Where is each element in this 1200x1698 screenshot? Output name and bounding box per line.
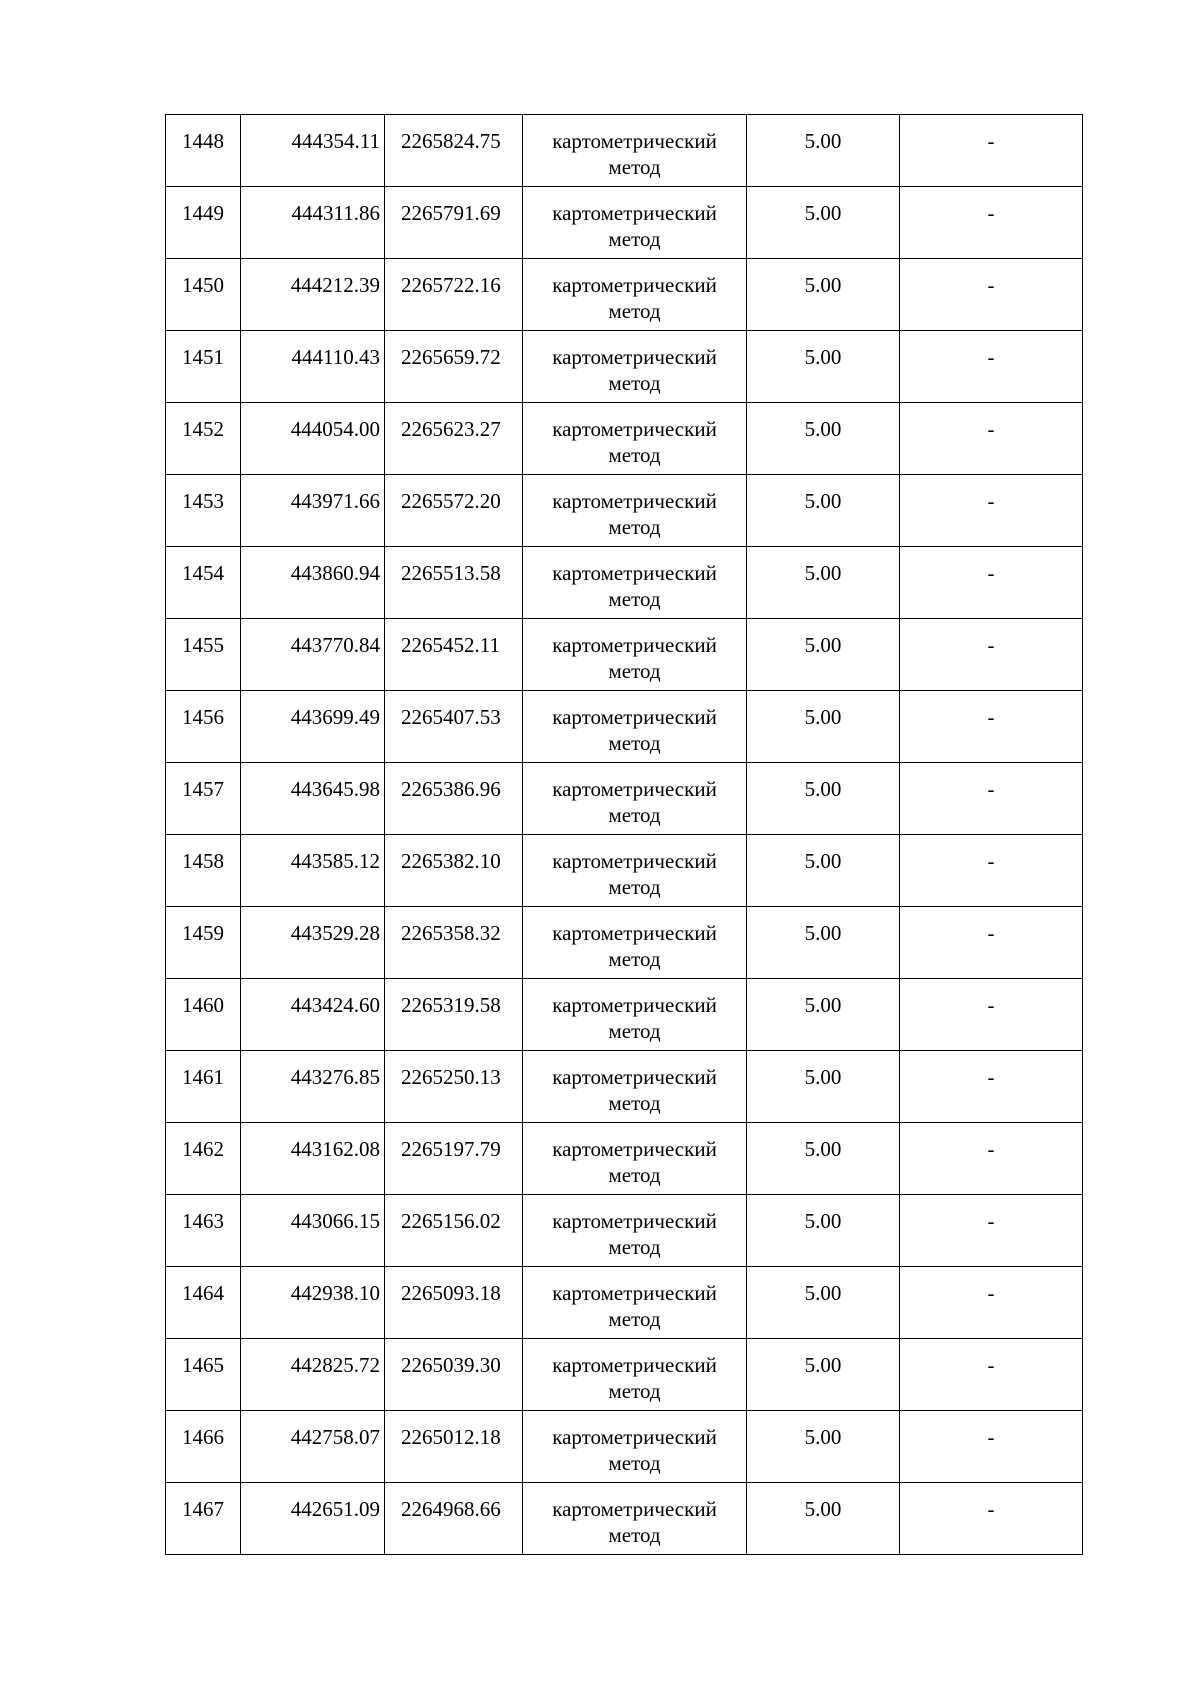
- x-coordinate-cell: 443529.28: [241, 907, 385, 979]
- method-text-line-2: метод: [608, 947, 661, 971]
- method-text-line-1: картометрический: [552, 273, 717, 297]
- method-text-line-2: метод: [608, 1019, 661, 1043]
- x-coordinate-cell: 442758.07: [241, 1411, 385, 1483]
- method-text-line-1: картометрический: [552, 993, 717, 1017]
- y-coordinate-cell: 2265824.75: [385, 115, 523, 187]
- method-text-line-2: метод: [608, 371, 661, 395]
- method-cell: [523, 1195, 747, 1267]
- accuracy-cell: 5.00: [747, 835, 900, 907]
- method-cell: [523, 691, 747, 763]
- coordinates-table-body: [166, 115, 1083, 1555]
- accuracy-cell: 5.00: [747, 1483, 900, 1555]
- method-cell: [523, 1051, 747, 1123]
- method-text-line-1: картометрический: [552, 129, 717, 153]
- method-text-line-1: картометрический: [552, 1281, 717, 1305]
- method-cell: [523, 547, 747, 619]
- method-text-line-2: метод: [608, 227, 661, 251]
- table-row: [166, 763, 1083, 835]
- method-text-line-2: метод: [608, 587, 661, 611]
- method-text-line-1: картометрический: [552, 1425, 717, 1449]
- table-row: [166, 691, 1083, 763]
- accuracy-cell: 5.00: [747, 259, 900, 331]
- description-cell: -: [900, 1483, 1083, 1555]
- table-row: [166, 907, 1083, 979]
- y-coordinate-cell: 2265452.11: [385, 619, 523, 691]
- method-text-line-1: картометрический: [552, 561, 717, 585]
- point-number-cell: 1449: [166, 187, 241, 259]
- method-cell: [523, 1267, 747, 1339]
- y-coordinate-cell: 2265386.96: [385, 763, 523, 835]
- y-coordinate-cell: 2265382.10: [385, 835, 523, 907]
- method-cell: [523, 1123, 747, 1195]
- table-row: [166, 331, 1083, 403]
- x-coordinate-cell: 442938.10: [241, 1267, 385, 1339]
- description-cell: -: [900, 1051, 1083, 1123]
- description-cell: -: [900, 835, 1083, 907]
- point-number-cell: 1465: [166, 1339, 241, 1411]
- y-coordinate-cell: 2265039.30: [385, 1339, 523, 1411]
- y-coordinate-cell: 2265407.53: [385, 691, 523, 763]
- description-cell: -: [900, 475, 1083, 547]
- accuracy-cell: 5.00: [747, 1339, 900, 1411]
- description-cell: -: [900, 1339, 1083, 1411]
- method-cell: [523, 331, 747, 403]
- table-row: [166, 547, 1083, 619]
- accuracy-cell: 5.00: [747, 475, 900, 547]
- description-cell: -: [900, 619, 1083, 691]
- method-text-line-1: картометрический: [552, 489, 717, 513]
- point-number-cell: 1456: [166, 691, 241, 763]
- method-text-line-2: метод: [608, 155, 661, 179]
- table-row: [166, 475, 1083, 547]
- method-text-line-2: метод: [608, 299, 661, 323]
- description-cell: -: [900, 691, 1083, 763]
- accuracy-cell: 5.00: [747, 187, 900, 259]
- point-number-cell: 1451: [166, 331, 241, 403]
- description-cell: -: [900, 1267, 1083, 1339]
- table-row: [166, 1339, 1083, 1411]
- accuracy-cell: 5.00: [747, 1267, 900, 1339]
- x-coordinate-cell: 444054.00: [241, 403, 385, 475]
- x-coordinate-cell: 444311.86: [241, 187, 385, 259]
- method-cell: [523, 475, 747, 547]
- method-cell: [523, 763, 747, 835]
- x-coordinate-cell: 444354.11: [241, 115, 385, 187]
- y-coordinate-cell: 2265722.16: [385, 259, 523, 331]
- method-text-line-2: метод: [608, 443, 661, 467]
- accuracy-cell: 5.00: [747, 979, 900, 1051]
- x-coordinate-cell: 443162.08: [241, 1123, 385, 1195]
- accuracy-cell: 5.00: [747, 331, 900, 403]
- x-coordinate-cell: 443276.85: [241, 1051, 385, 1123]
- x-coordinate-cell: 443645.98: [241, 763, 385, 835]
- point-number-cell: 1460: [166, 979, 241, 1051]
- point-number-cell: 1458: [166, 835, 241, 907]
- y-coordinate-cell: 2265197.79: [385, 1123, 523, 1195]
- method-text-line-1: картометрический: [552, 345, 717, 369]
- y-coordinate-cell: 2265093.18: [385, 1267, 523, 1339]
- x-coordinate-cell: 442651.09: [241, 1483, 385, 1555]
- method-cell: [523, 1411, 747, 1483]
- y-coordinate-cell: 2265572.20: [385, 475, 523, 547]
- method-cell: [523, 1339, 747, 1411]
- method-text-line-1: картометрический: [552, 705, 717, 729]
- y-coordinate-cell: 2265513.58: [385, 547, 523, 619]
- accuracy-cell: 5.00: [747, 763, 900, 835]
- method-text-line-1: картометрический: [552, 1497, 717, 1521]
- description-cell: -: [900, 115, 1083, 187]
- point-number-cell: 1455: [166, 619, 241, 691]
- y-coordinate-cell: 2265791.69: [385, 187, 523, 259]
- table-row: [166, 1195, 1083, 1267]
- method-text-line-1: картометрический: [552, 849, 717, 873]
- x-coordinate-cell: 443585.12: [241, 835, 385, 907]
- point-number-cell: 1462: [166, 1123, 241, 1195]
- method-cell: [523, 1483, 747, 1555]
- description-cell: -: [900, 331, 1083, 403]
- method-text-line-1: картометрический: [552, 921, 717, 945]
- method-text-line-2: метод: [608, 1091, 661, 1115]
- x-coordinate-cell: 443770.84: [241, 619, 385, 691]
- method-text-line-1: картометрический: [552, 1065, 717, 1089]
- table-row: [166, 1051, 1083, 1123]
- method-text-line-2: метод: [608, 1523, 661, 1547]
- point-number-cell: 1467: [166, 1483, 241, 1555]
- accuracy-cell: 5.00: [747, 547, 900, 619]
- accuracy-cell: 5.00: [747, 619, 900, 691]
- point-number-cell: 1453: [166, 475, 241, 547]
- table-row: [166, 259, 1083, 331]
- description-cell: -: [900, 1195, 1083, 1267]
- x-coordinate-cell: 443699.49: [241, 691, 385, 763]
- method-cell: [523, 907, 747, 979]
- point-number-cell: 1448: [166, 115, 241, 187]
- accuracy-cell: 5.00: [747, 115, 900, 187]
- description-cell: -: [900, 1411, 1083, 1483]
- y-coordinate-cell: 2265319.58: [385, 979, 523, 1051]
- point-number-cell: 1452: [166, 403, 241, 475]
- method-cell: [523, 403, 747, 475]
- table-row: [166, 979, 1083, 1051]
- method-text-line-2: метод: [608, 1235, 661, 1259]
- description-cell: -: [900, 907, 1083, 979]
- point-number-cell: 1459: [166, 907, 241, 979]
- point-number-cell: 1457: [166, 763, 241, 835]
- method-cell: [523, 187, 747, 259]
- description-cell: -: [900, 547, 1083, 619]
- x-coordinate-cell: 442825.72: [241, 1339, 385, 1411]
- point-number-cell: 1450: [166, 259, 241, 331]
- description-cell: -: [900, 1123, 1083, 1195]
- y-coordinate-cell: 2265623.27: [385, 403, 523, 475]
- accuracy-cell: 5.00: [747, 691, 900, 763]
- table-row: [166, 1483, 1083, 1555]
- x-coordinate-cell: 443066.15: [241, 1195, 385, 1267]
- description-cell: -: [900, 979, 1083, 1051]
- method-cell: [523, 835, 747, 907]
- method-text-line-2: метод: [608, 1379, 661, 1403]
- accuracy-cell: 5.00: [747, 1411, 900, 1483]
- table-row: [166, 1411, 1083, 1483]
- method-text-line-2: метод: [608, 731, 661, 755]
- y-coordinate-cell: 2265156.02: [385, 1195, 523, 1267]
- method-text-line-2: метод: [608, 875, 661, 899]
- table-row: [166, 187, 1083, 259]
- table-row: [166, 835, 1083, 907]
- y-coordinate-cell: 2265358.32: [385, 907, 523, 979]
- x-coordinate-cell: 443860.94: [241, 547, 385, 619]
- y-coordinate-cell: 2265659.72: [385, 331, 523, 403]
- method-text-line-2: метод: [608, 659, 661, 683]
- method-text-line-2: метод: [608, 1163, 661, 1187]
- point-number-cell: 1464: [166, 1267, 241, 1339]
- table-row: [166, 1123, 1083, 1195]
- method-cell: [523, 619, 747, 691]
- method-text-line-1: картометрический: [552, 417, 717, 441]
- method-text-line-2: метод: [608, 803, 661, 827]
- y-coordinate-cell: 2264968.66: [385, 1483, 523, 1555]
- method-cell: [523, 115, 747, 187]
- method-cell: [523, 979, 747, 1051]
- method-text-line-1: картометрический: [552, 777, 717, 801]
- description-cell: -: [900, 259, 1083, 331]
- accuracy-cell: 5.00: [747, 907, 900, 979]
- accuracy-cell: 5.00: [747, 1195, 900, 1267]
- accuracy-cell: 5.00: [747, 1123, 900, 1195]
- y-coordinate-cell: 2265012.18: [385, 1411, 523, 1483]
- x-coordinate-cell: 443424.60: [241, 979, 385, 1051]
- x-coordinate-cell: 444110.43: [241, 331, 385, 403]
- table-row: [166, 1267, 1083, 1339]
- accuracy-cell: 5.00: [747, 403, 900, 475]
- description-cell: -: [900, 763, 1083, 835]
- point-number-cell: 1454: [166, 547, 241, 619]
- accuracy-cell: 5.00: [747, 1051, 900, 1123]
- table-row: [166, 619, 1083, 691]
- method-text-line-1: картометрический: [552, 633, 717, 657]
- method-cell: [523, 259, 747, 331]
- method-text-line-1: картометрический: [552, 1353, 717, 1377]
- description-cell: -: [900, 187, 1083, 259]
- point-number-cell: 1461: [166, 1051, 241, 1123]
- x-coordinate-cell: 444212.39: [241, 259, 385, 331]
- method-text-line-1: картометрический: [552, 1137, 717, 1161]
- method-text-line-2: метод: [608, 515, 661, 539]
- method-text-line-2: метод: [608, 1451, 661, 1475]
- x-coordinate-cell: 443971.66: [241, 475, 385, 547]
- y-coordinate-cell: 2265250.13: [385, 1051, 523, 1123]
- point-number-cell: 1463: [166, 1195, 241, 1267]
- description-cell: -: [900, 403, 1083, 475]
- table-row: [166, 403, 1083, 475]
- point-number-cell: 1466: [166, 1411, 241, 1483]
- method-text-line-1: картометрический: [552, 201, 717, 225]
- method-text-line-1: картометрический: [552, 1209, 717, 1233]
- method-text-line-2: метод: [608, 1307, 661, 1331]
- table-row: [166, 115, 1083, 187]
- coordinates-table: [165, 114, 1083, 1555]
